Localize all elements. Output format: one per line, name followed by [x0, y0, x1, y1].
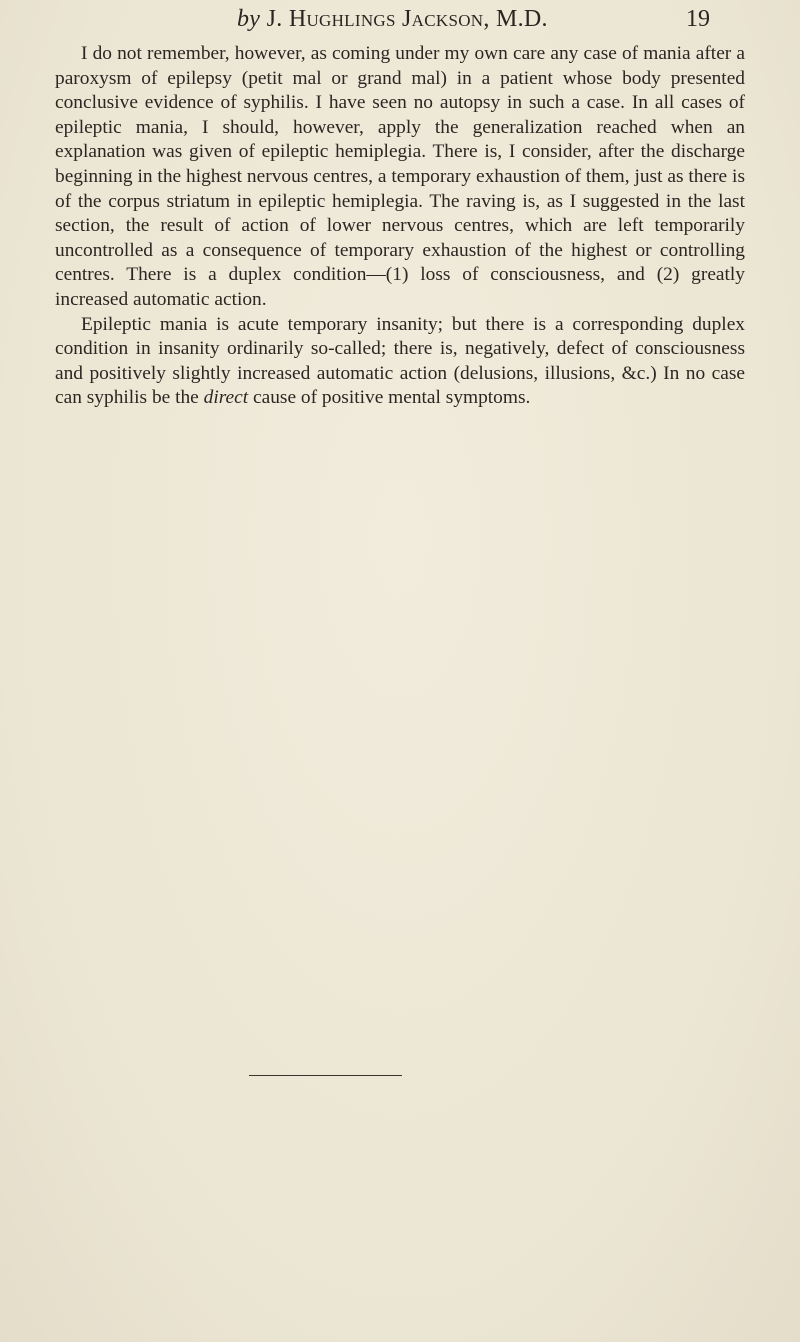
paragraph-1: I do not remember, however, as coming under my own care any case of mania after a paroxysm of epilepsy (petit mal or grand mal) in a patient whose body presented conclusive evidence of syphilis. I have seen no autopsy in such a case. In all cases of epileptic mania, I should, however, apply the generalization reached when an explanation was given of epileptic hemiplegia. There is, I consider, after the discharge beginning in the highest nervous centres, a temporary exhaustion of them, just as there is of the corpus striatum in epileptic hemiplegia. The raving is, as I suggested in the last section, the result of action of lower nervous centres, which are left temporarily uncontrolled as a consequence of temporary exhaustion of the highest or controlling centres. There is a duplex condition—(1) loss of consciousness, and (2) greatly increased automatic action. [55, 43, 745, 310]
running-head [0, 6, 800, 36]
running-head-author: J. Hughlings Jackson, M.D. [266, 6, 548, 32]
paragraph-2 [55, 313, 745, 411]
running-head-title [237, 6, 548, 33]
paragraph-2-text-after: cause of positive mental symptoms. [248, 387, 531, 409]
page-number: 19 [686, 6, 710, 32]
running-head-by: by [237, 6, 261, 32]
paragraph-2-emphasis: direct [203, 387, 249, 409]
paragraph-2-text-before: Epileptic mania is acute temporary insanity; but there is a corresponding duplex condition in insanity ordinarily so-called; there is, negatively, defect of consciousness and positively slightly increased automatic action (delusions, illusions, &c.) In no case can syphilis be the [55, 313, 745, 409]
section-rule [249, 1075, 402, 1076]
body-text [55, 42, 745, 411]
